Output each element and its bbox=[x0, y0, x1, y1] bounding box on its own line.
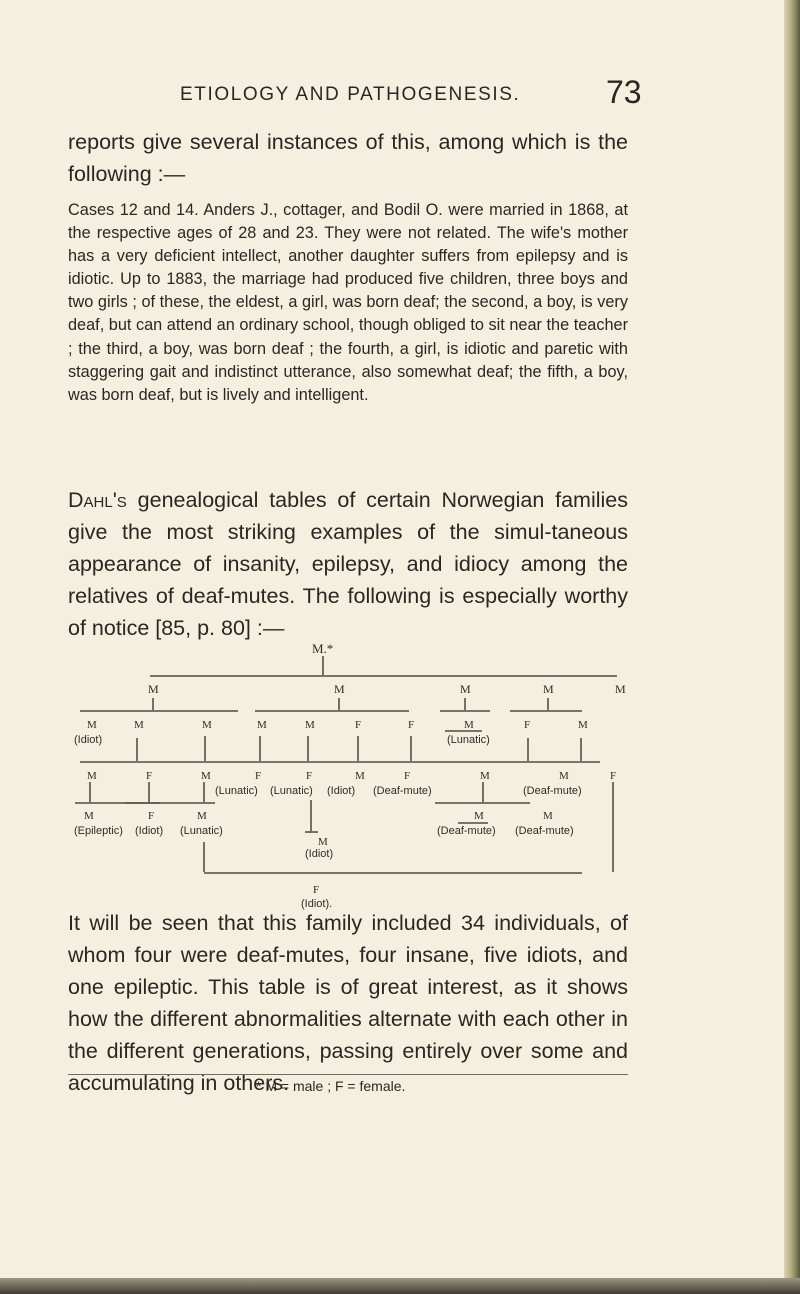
gen4-node: F bbox=[404, 770, 411, 782]
gen3-node: M bbox=[257, 719, 267, 731]
page-edge-right bbox=[784, 0, 800, 1294]
conclusion-paragraph: It will be seen that this family included 34 individuals, of whom four were deaf-mutes, four insane, five idiots, and one epileptic. This table is of great interest, as it shows how the different abnormalities alternate with each other in the different generations, passing entirely over some and accumulating in others. bbox=[68, 911, 628, 1095]
gen5-node: M bbox=[318, 836, 328, 848]
gen4-note: (Idiot) bbox=[327, 785, 356, 797]
gen4-note: (Deaf-mute) bbox=[373, 785, 432, 797]
footnote: * M = male ; F = female. bbox=[256, 1078, 406, 1094]
gen4-node: M bbox=[355, 770, 365, 782]
gen4-note: (Lunatic) bbox=[270, 785, 313, 797]
gen5-node: M bbox=[84, 810, 94, 822]
gen3-node: F bbox=[408, 719, 415, 731]
gen3-node: M bbox=[87, 719, 97, 731]
gen3-node: M bbox=[464, 719, 474, 731]
gen4-note: (Lunatic) bbox=[215, 785, 258, 797]
root-node: M.* bbox=[312, 641, 334, 656]
gen6-note: (Idiot). bbox=[301, 898, 333, 910]
gen5-note: (Epileptic) bbox=[74, 825, 123, 837]
gen3-node: F bbox=[524, 719, 531, 731]
page-number: 73 bbox=[606, 74, 642, 110]
gen4-node: F bbox=[255, 770, 262, 782]
footnote-rule bbox=[68, 1074, 628, 1075]
gen5-note: (Deaf-mute) bbox=[437, 825, 496, 837]
gen4-node: M bbox=[87, 770, 97, 782]
gen3-node: M bbox=[134, 719, 144, 731]
gen4-row bbox=[87, 770, 616, 782]
gen3-node: F bbox=[355, 719, 362, 731]
gen5-node: M bbox=[543, 810, 553, 822]
gen4-node: M bbox=[201, 770, 211, 782]
gen3-note: (Idiot) bbox=[74, 734, 103, 746]
gen5-node: M bbox=[197, 810, 207, 822]
gen5-note: (Idiot) bbox=[305, 848, 334, 860]
gen4-node: M bbox=[480, 770, 490, 782]
dahl-paragraph-text: genealogical tables of certain Norwegian families give the most striking examples of the simul-taneous appearance of insanity, epilepsy, and idiocy among the relatives of deaf-mutes. The following is especially worthy of notice [85, p. 80] :— bbox=[68, 488, 628, 640]
gen3-node: M bbox=[578, 719, 588, 731]
gen2-node: M bbox=[460, 682, 471, 696]
gen4-note: (Deaf-mute) bbox=[523, 785, 582, 797]
gen4-node: F bbox=[306, 770, 313, 782]
gen2-node: M bbox=[148, 682, 159, 696]
gen3-note: (Lunatic) bbox=[447, 734, 490, 746]
gen5-note: (Deaf-mute) bbox=[515, 825, 574, 837]
gen4-node: M bbox=[559, 770, 569, 782]
gen4-node: F bbox=[146, 770, 153, 782]
gen3-row bbox=[87, 719, 588, 731]
gen5-node: F bbox=[148, 810, 155, 822]
running-head: ETIOLOGY AND PATHOGENESIS. bbox=[180, 84, 521, 105]
gen5-note: (Idiot) bbox=[135, 825, 164, 837]
gen2-node: M bbox=[334, 682, 345, 696]
gen2-node: M bbox=[615, 682, 626, 696]
case-paragraph: Cases 12 and 14. Anders J., cottager, and Bodil O. were married in 1868, at the respective ages of 28 and 23. They were not related. The wife's mother has a very deficient intellect, another daughter suffers from epilepsy and is idiotic. Up to 1883, the marriage had produced five children, three boys and two girls ; of these, the eldest, a girl, was born deaf; the second, a boy, is very deaf, but can attend an ordinary school, though obliged to sit near the teacher ; the third, a boy, was born deaf ; the fourth, a girl, is idiotic and paretic with staggering gait and indistinct utterance, also somewhat deaf; the fifth, a boy, was born deaf, but is lively and intelligent. bbox=[68, 201, 628, 404]
intro-paragraph: reports give several instances of this, among which is the following :— bbox=[68, 130, 628, 186]
gen3-node: M bbox=[202, 719, 212, 731]
gen5-node: M bbox=[474, 810, 484, 822]
author-name: Dahl's bbox=[68, 488, 127, 512]
gen2-node: M bbox=[543, 682, 554, 696]
gen3-node: M bbox=[305, 719, 315, 731]
gen2-row bbox=[148, 682, 626, 696]
gen5-note: (Lunatic) bbox=[180, 825, 223, 837]
gen4-node: F bbox=[610, 770, 617, 782]
gen6-node: F bbox=[313, 884, 320, 896]
